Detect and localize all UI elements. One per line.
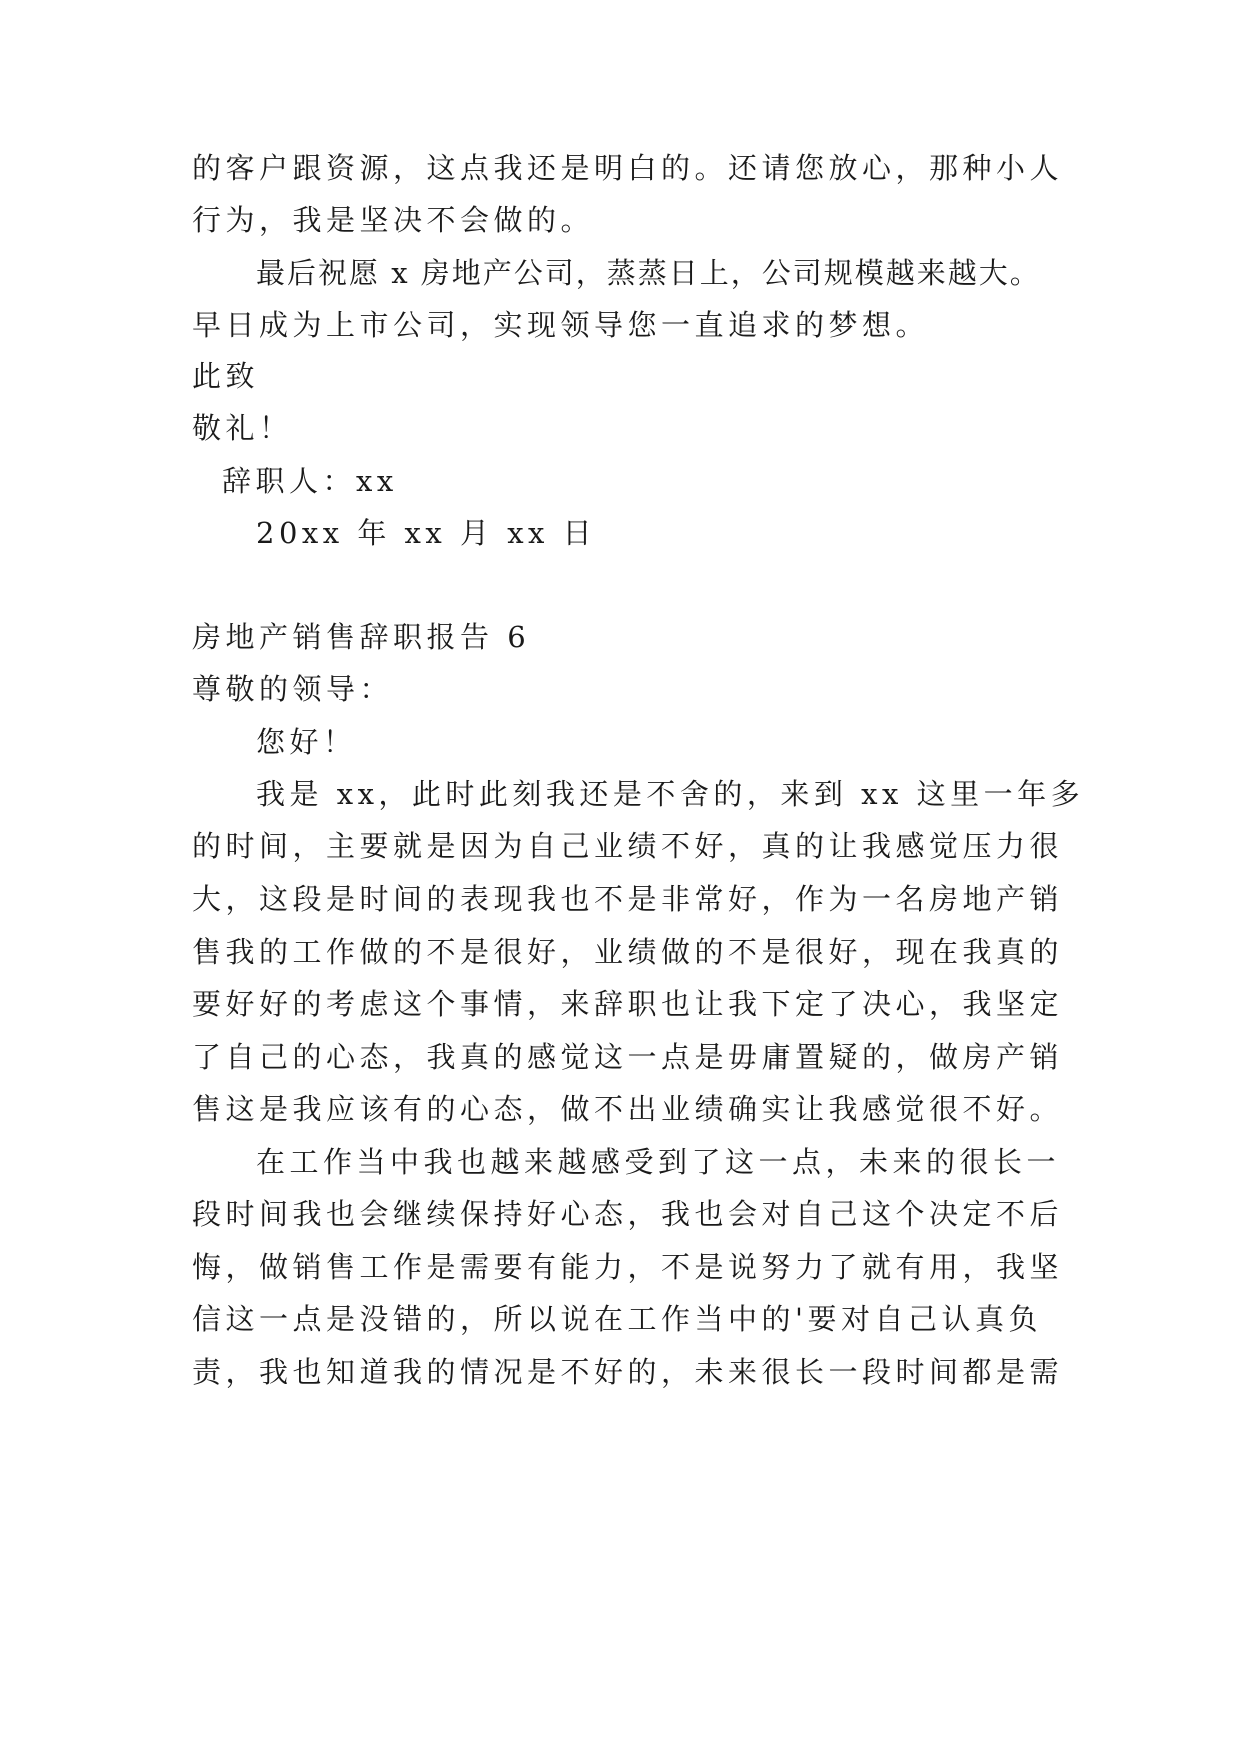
greeting-hello: 您好！ <box>256 725 357 759</box>
text-line: 了自己的心态，我真的感觉这一点是毋庸置疑的，做房产销 <box>192 1040 1064 1074</box>
date-line: 20xx 年 xx 月 xx 日 <box>256 516 597 550</box>
text-line: 最后祝愿 x 房地产公司，蒸蒸日上，公司规模越来越大。 <box>256 256 1041 290</box>
text-line: 悔，做销售工作是需要有能力，不是说努力了就有用，我坚 <box>192 1250 1064 1284</box>
text-line: 我是 xx，此时此刻我还是不舍的，来到 xx 这里一年多 <box>256 777 1085 811</box>
closing-salutation: 此致 <box>192 359 260 393</box>
text-line: 信这一点是没错的，所以说在工作当中的'要对自己认真负 <box>192 1302 1042 1336</box>
text-line: 行为，我是坚决不会做的。 <box>192 203 595 237</box>
text-line: 的时间，主要就是因为自己业绩不好，真的让我感觉压力很 <box>192 829 1064 863</box>
text-line: 早日成为上市公司，实现领导您一直追求的梦想。 <box>192 308 930 342</box>
text-line: 的客户跟资源，这点我还是明白的。还请您放心，那种小人 <box>192 151 1064 185</box>
text-line: 责，我也知道我的情况是不好的，未来很长一段时间都是需 <box>192 1355 1064 1389</box>
closing-regards: 敬礼！ <box>192 411 293 445</box>
section-title: 房地产销售辞职报告 6 <box>192 620 531 654</box>
text-line: 段时间我也会继续保持好心态，我也会对自己这个决定不后 <box>192 1197 1064 1231</box>
greeting-recipient: 尊敬的领导： <box>192 672 394 706</box>
text-line: 要好好的考虑这个事情，来辞职也让我下定了决心，我坚定 <box>192 987 1064 1021</box>
text-line: 大，这段是时间的表现我也不是非常好，作为一名房地产销 <box>192 882 1064 916</box>
text-line: 售我的工作做的不是很好，业绩做的不是很好，现在我真的 <box>192 935 1064 969</box>
text-line: 在工作当中我也越来越感受到了这一点，未来的很长一 <box>256 1145 1061 1179</box>
signature-line: 辞职人：xx <box>222 464 398 498</box>
text-line: 售这是我应该有的心态，做不出业绩确实让我感觉很不好。 <box>192 1092 1064 1126</box>
